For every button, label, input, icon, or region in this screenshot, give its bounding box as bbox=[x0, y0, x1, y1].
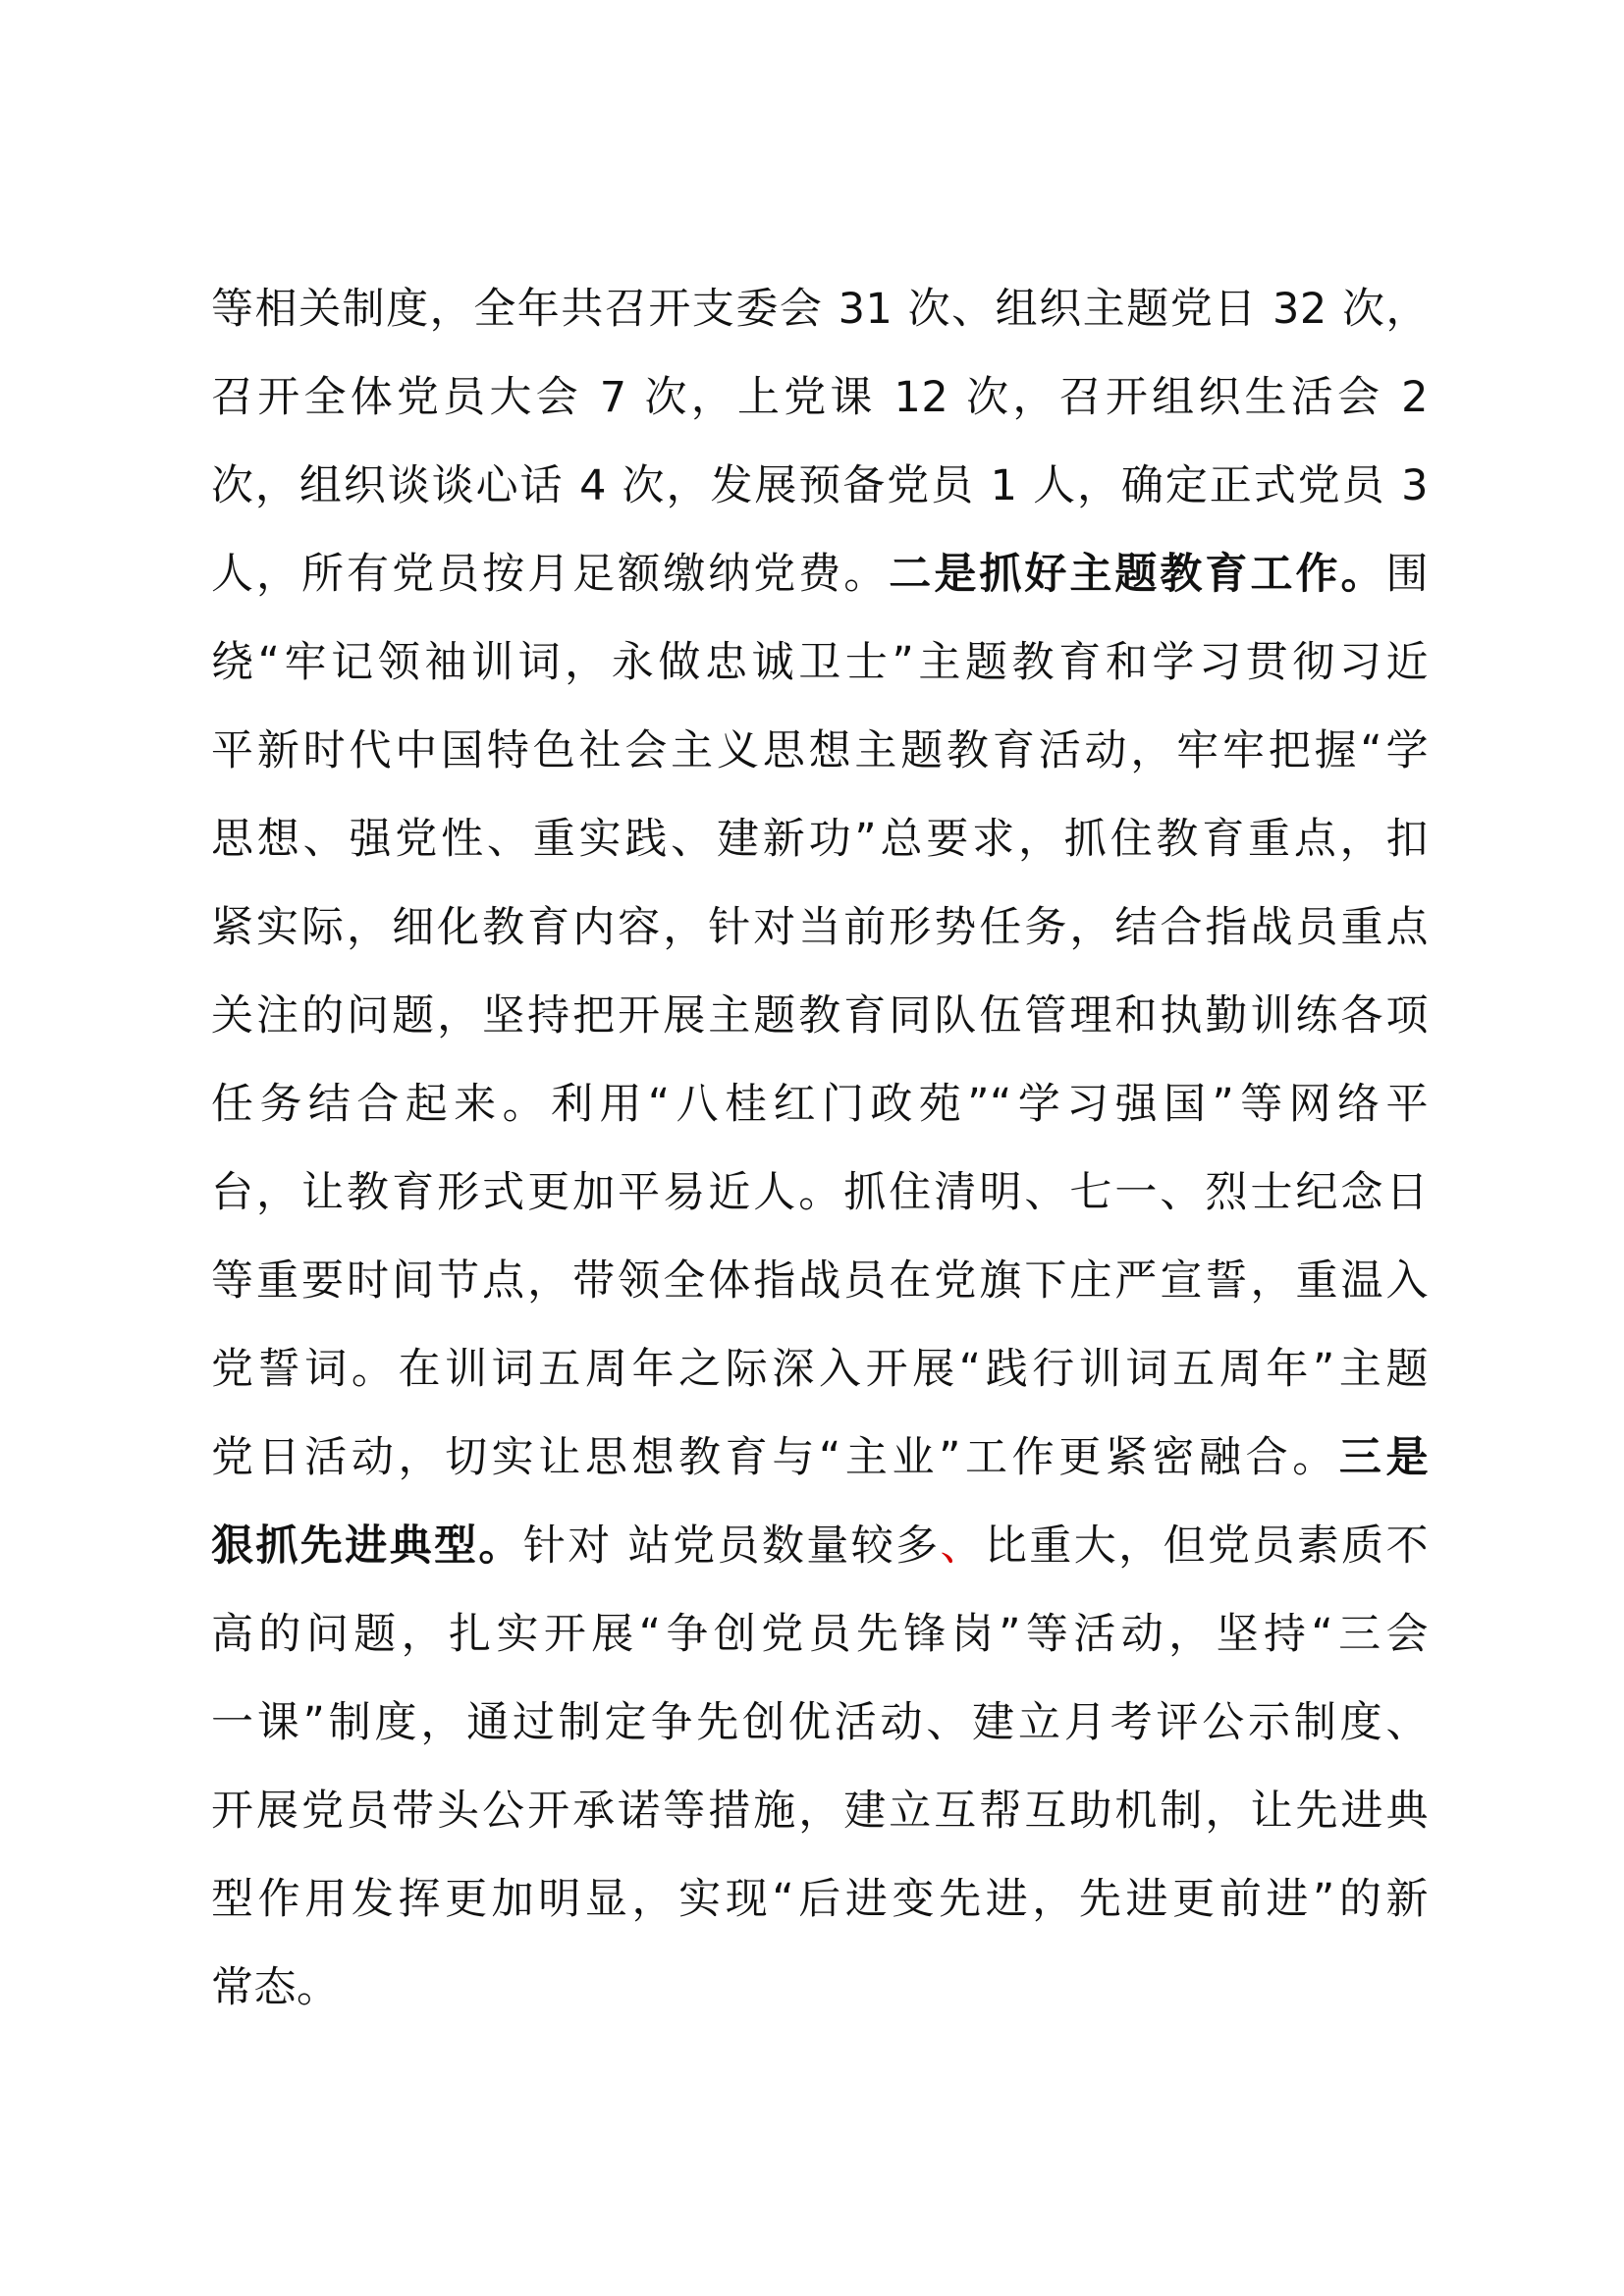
paragraph-text: 高的问题，扎实开展“争创党员先锋岗”等活动，坚持“三会 bbox=[211, 1610, 1429, 1659]
paragraph-text: 关注的问题，坚持把开展主题教育同队伍管理和执勤训练各项 bbox=[211, 991, 1429, 1041]
text-line bbox=[211, 1237, 1429, 1325]
paragraph-text: 、 bbox=[940, 1522, 985, 1571]
paragraph-text: 平新时代中国特色社会主义思想主题教育活动，牢牢把握“学 bbox=[211, 726, 1429, 775]
text-line bbox=[211, 1767, 1429, 1855]
paragraph-text: 一课”制度，通过制定争先创优活动、建立月考评公示制度、 bbox=[211, 1698, 1429, 1747]
paragraph-text: 次，组织谈谈心话 4 次，发展预备党员 1 人，确定正式党员 3 bbox=[211, 461, 1429, 510]
text-line bbox=[211, 795, 1429, 883]
text-line bbox=[211, 618, 1429, 707]
paragraph-text: 针对 站党员数量较多 bbox=[522, 1522, 941, 1571]
text-line bbox=[211, 265, 1429, 353]
paragraph-text: 开展党员带头公开承诺等措施，建立互帮互助机制，让先进典 bbox=[211, 1787, 1429, 1836]
paragraph-text: 紧实际，细化教育内容，针对当前形势任务，结合指战员重点 bbox=[211, 903, 1429, 952]
bold-heading-text: 狠抓先进典型。 bbox=[211, 1522, 523, 1571]
text-line bbox=[211, 1855, 1429, 1944]
paragraph-text: 等相关制度，全年共召开支委会 31 次、组织主题党日 32 次， bbox=[211, 285, 1429, 334]
paragraph-text: 人，所有党员按月足额缴纳党费。 bbox=[211, 550, 890, 599]
text-line bbox=[211, 1944, 1429, 2032]
text-line bbox=[211, 1502, 1429, 1590]
text-line bbox=[211, 883, 1429, 972]
bold-heading-text: 三是 bbox=[1338, 1433, 1430, 1482]
paragraph-text: 比重大，但党员素质不 bbox=[984, 1522, 1430, 1571]
text-line bbox=[211, 707, 1429, 795]
bold-heading-text: 二是抓好主题教育工作。 bbox=[889, 550, 1386, 599]
paragraph-text: 绕“牢记领袖训词，永做忠诚卫士”主题教育和学习贯彻习近 bbox=[211, 638, 1429, 687]
paragraph-text: 任务结合起来。利用“八桂红门政苑”“学习强国”等网络平 bbox=[211, 1080, 1429, 1129]
paragraph-text: 围 bbox=[1385, 550, 1430, 599]
text-line bbox=[211, 353, 1429, 442]
text-line bbox=[211, 442, 1429, 530]
paragraph-text: 台，让教育形式更加平易近人。抓住清明、七一、烈士纪念日 bbox=[211, 1168, 1429, 1217]
text-line bbox=[211, 1325, 1429, 1414]
paragraph-text: 等重要时间节点，带领全体指战员在党旗下庄严宣誓，重温入 bbox=[211, 1256, 1429, 1306]
paragraph-text: 常态。 bbox=[211, 1963, 340, 2012]
text-line bbox=[211, 972, 1429, 1060]
body-paragraph bbox=[211, 265, 1429, 2032]
paragraph-text: 思想、强党性、重实践、建新功”总要求，抓住教育重点，扣 bbox=[211, 815, 1429, 864]
text-line bbox=[211, 530, 1429, 618]
text-line bbox=[211, 1414, 1429, 1502]
text-line bbox=[211, 1679, 1429, 1767]
paragraph-text: 型作用发挥更加明显，实现“后进变先进，先进更前进”的新 bbox=[211, 1875, 1429, 1924]
text-line bbox=[211, 1590, 1429, 1679]
paragraph-text: 党誓词。在训词五周年之际深入开展“践行训词五周年”主题 bbox=[211, 1345, 1429, 1394]
paragraph-text: 党日活动，切实让思想教育与“主业”工作更紧密融合。 bbox=[211, 1433, 1339, 1482]
paragraph-text: 召开全体党员大会 7 次，上党课 12 次，召开组织生活会 2 bbox=[211, 373, 1429, 422]
text-line bbox=[211, 1060, 1429, 1148]
text-line bbox=[211, 1148, 1429, 1237]
